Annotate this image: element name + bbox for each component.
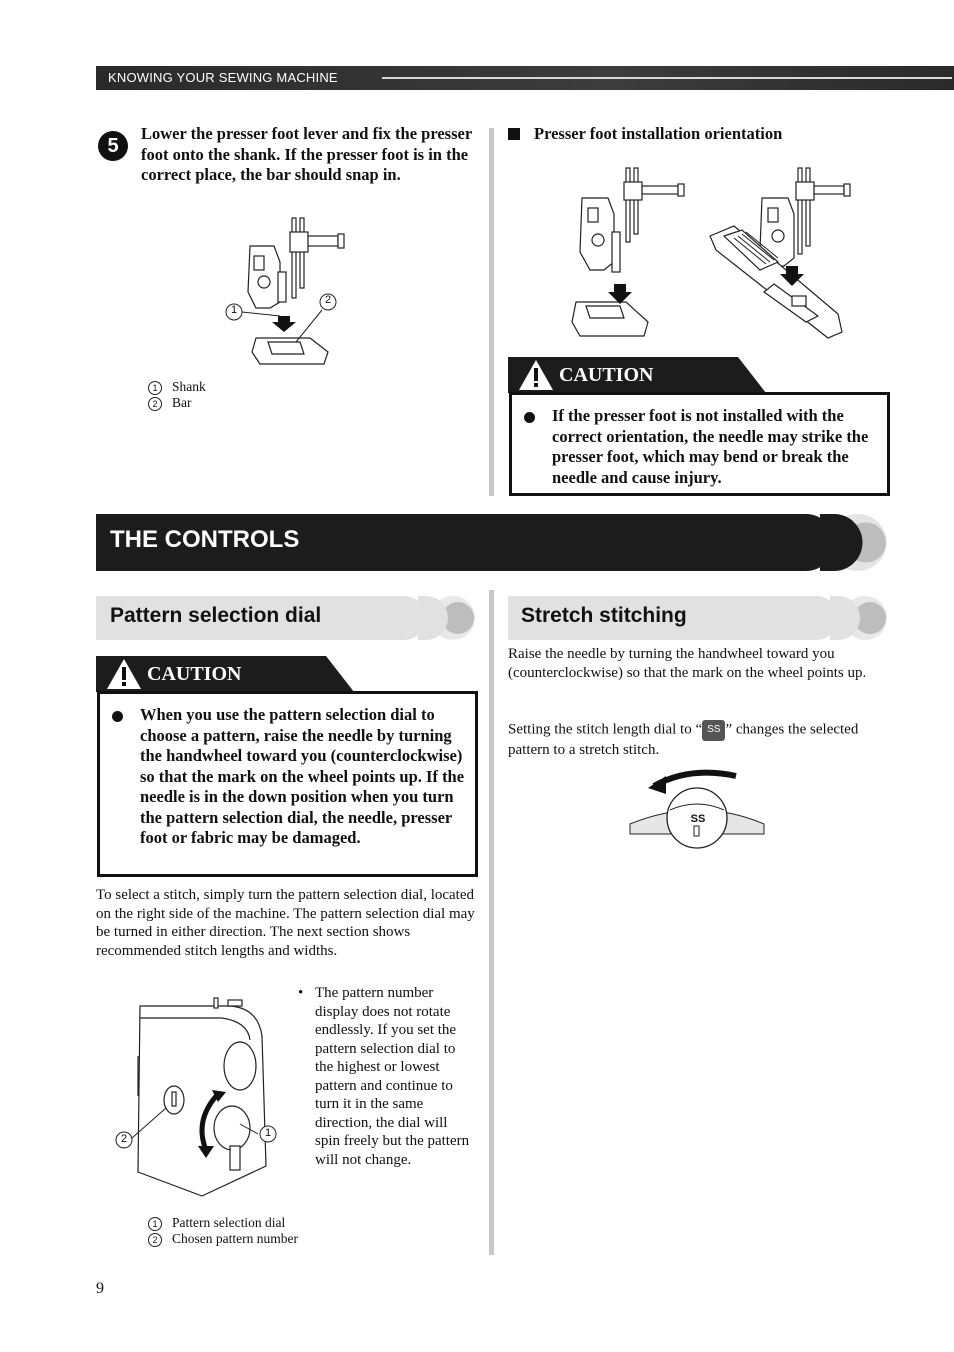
caution-tab-slant (326, 656, 354, 692)
legend-label: Pattern selection dial (172, 1215, 286, 1230)
caution-box-left (97, 691, 478, 877)
ss-key-icon: SS (702, 720, 725, 741)
square-bullet-icon (508, 128, 520, 140)
orientation-heading: Presser foot installation orientation (534, 124, 783, 143)
caution-item (100, 705, 475, 849)
legend-number: 2 (148, 397, 162, 411)
caution-label-left: CAUTION (147, 663, 242, 685)
legend-label: Chosen pattern number (172, 1231, 298, 1246)
caution-label-right: CAUTION (559, 364, 654, 386)
caution-text: If the presser foot is not installed with the correct orientation, the needle may strike the presser foot, which may bend or break the needle and cause injury. (552, 406, 869, 487)
callout-2: 2 (324, 294, 332, 306)
stretch-text-after: ” changes the selected pattern to a stretch stitch. (508, 721, 859, 758)
pattern-legend (148, 1215, 298, 1247)
header-title: KNOWING YOUR SEWING MACHINE (108, 70, 338, 85)
callout-1: 1 (264, 1127, 272, 1139)
column-divider-top (489, 128, 494, 496)
stretch-text-before: Setting the stitch length dial to “ (508, 721, 703, 738)
legend-item (148, 1215, 298, 1231)
bullet-icon (112, 711, 123, 722)
bullet-icon: • (298, 985, 304, 1001)
warning-icon (518, 359, 554, 391)
legend-item (148, 1231, 298, 1247)
subsection-title-pattern: Pattern selection dial (110, 604, 322, 627)
legend-number: 1 (148, 1217, 162, 1231)
column-divider-bottom (489, 590, 494, 1255)
step-number: 5 (98, 131, 128, 161)
subsection-title-stretch: Stretch stitching (521, 604, 687, 627)
legend-number: 2 (148, 1233, 162, 1247)
subsection-bar-decoration (830, 596, 888, 640)
legend-item (148, 379, 206, 395)
caution-text: When you use the pattern selection dial to choose a pattern, raise the needle by turning the handwheel toward you (counterclockwise) so that the mark on the wheel points up. If the needle is in the down position when you turn the pattern selection dial, the needle, presser foot or fabric may be damaged. (140, 705, 465, 847)
bullet-icon (524, 412, 535, 423)
page-number: 9 (96, 1280, 104, 1297)
subsection-bar-decoration (418, 596, 476, 640)
legend-label: Bar (172, 395, 192, 410)
stretch-paragraph-2 (508, 720, 890, 759)
pattern-note: The pattern number display does not rotate endlessly. If you set the pattern selection dial to the highest or lowest pattern and continue to turn it in the same direction, the dial will spin freely but the pattern will not change. (315, 985, 470, 1168)
step-text: Lower the presser foot lever and fix the presser foot onto the shank. If the presser foot is in the correct place, the bar should snap in. (141, 124, 472, 184)
caution-box-right (509, 392, 890, 496)
stitch-length-dial-illustration (626, 766, 768, 852)
header-rule (382, 77, 952, 79)
legend-item (148, 395, 206, 411)
legend-number: 1 (148, 381, 162, 395)
callout-1: 1 (230, 304, 238, 316)
callout-2: 2 (120, 1133, 128, 1145)
stretch-paragraph-1: Raise the needle by turning the handwheel toward you (counterclockwise) so that the mark on the wheel points up. (508, 646, 867, 681)
section-title: THE CONTROLS (110, 526, 300, 553)
presser-foot-shank-illustration (220, 212, 350, 372)
dial-ss-label: SS (690, 813, 706, 825)
warning-icon (106, 658, 142, 690)
caution-tab-slant (738, 357, 766, 393)
step5-legend (148, 379, 206, 411)
caution-item (512, 406, 887, 488)
presser-foot-orientation-illustration (566, 166, 856, 344)
pattern-body-text: To select a stitch, simply turn the pattern selection dial, located on the right side of the machine. The pattern selection dial may be turned in either direction. The next section shows recommended stitch lengths and widths. (96, 887, 475, 959)
section-bar-decoration (820, 514, 890, 571)
machine-side-illustration (110, 996, 290, 1200)
legend-label: Shank (172, 379, 206, 394)
